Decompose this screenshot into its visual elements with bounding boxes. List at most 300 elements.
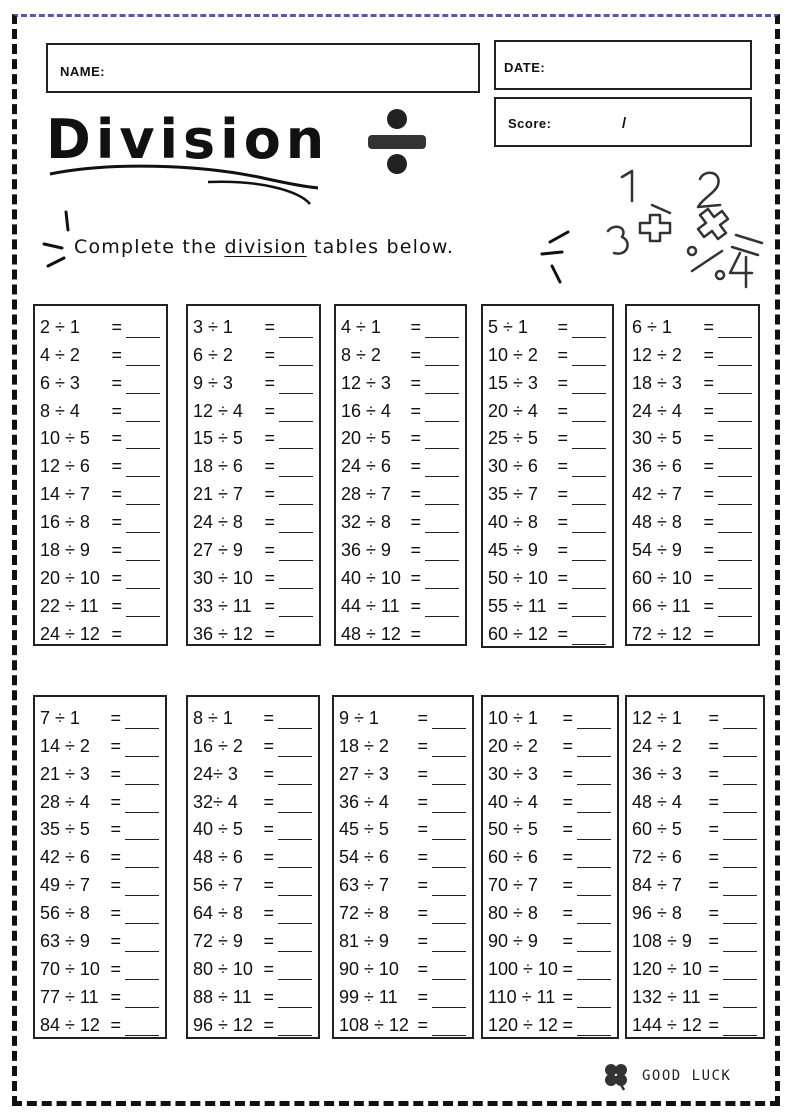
- equals-sign: =: [410, 595, 421, 616]
- answer-blank[interactable]: [279, 487, 313, 505]
- answer-blank[interactable]: [432, 850, 466, 868]
- answer-blank[interactable]: [718, 515, 752, 533]
- problem-row: [488, 896, 617, 924]
- equals-sign: =: [111, 512, 122, 533]
- problem-expression: 24 ÷ 12: [40, 623, 100, 644]
- equals-sign: =: [417, 847, 428, 868]
- answer-blank[interactable]: [278, 934, 312, 952]
- problem-row: [40, 533, 166, 561]
- problem-row: [341, 338, 465, 366]
- equals-sign: =: [410, 484, 421, 505]
- answer-blank[interactable]: [432, 934, 466, 952]
- equals-sign: =: [264, 316, 275, 337]
- problem-row: [193, 868, 318, 896]
- answer-blank[interactable]: [279, 599, 313, 617]
- date-box[interactable]: [494, 40, 752, 90]
- problem-row: [193, 422, 319, 450]
- equals-sign: =: [703, 456, 714, 477]
- name-box[interactable]: [46, 43, 480, 93]
- answer-blank[interactable]: [577, 934, 611, 952]
- problem-expression: 120 ÷ 10: [632, 958, 702, 979]
- date-label: DATE:: [504, 60, 546, 75]
- problem-row: [632, 980, 763, 1008]
- answer-blank[interactable]: [126, 599, 160, 617]
- problem-expression: 36 ÷ 6: [632, 456, 682, 477]
- problem-expression: 110 ÷ 11: [488, 986, 556, 1007]
- answer-blank[interactable]: [723, 990, 757, 1008]
- equals-sign: =: [110, 931, 121, 952]
- equals-sign: =: [562, 819, 573, 840]
- answer-blank[interactable]: [723, 906, 757, 924]
- answer-blank[interactable]: [125, 795, 159, 813]
- answer-blank[interactable]: [126, 459, 160, 477]
- answer-blank[interactable]: [125, 711, 159, 729]
- equals-sign: =: [562, 875, 573, 896]
- answer-blank[interactable]: [572, 459, 606, 477]
- answer-blank[interactable]: [278, 906, 312, 924]
- answer-blank[interactable]: [577, 878, 611, 896]
- answer-blank[interactable]: [425, 543, 459, 561]
- answer-blank[interactable]: [572, 348, 606, 366]
- answer-blank[interactable]: [126, 571, 160, 589]
- problem-row: [488, 757, 617, 785]
- score-box[interactable]: [494, 97, 752, 147]
- problem-row: [488, 701, 617, 729]
- problem-row: [488, 785, 617, 813]
- problem-expression: 88 ÷ 11: [193, 986, 252, 1007]
- problem-expression: 9 ÷ 1: [339, 707, 379, 728]
- problem-expression: 63 ÷ 7: [339, 875, 389, 896]
- answer-blank[interactable]: [577, 795, 611, 813]
- problem-expression: 63 ÷ 9: [40, 931, 90, 952]
- equals-sign: =: [410, 372, 421, 393]
- instruction-before: Complete the: [74, 236, 225, 258]
- problem-expression: 24÷ 3: [193, 763, 238, 784]
- problem-expression: 36 ÷ 12: [193, 623, 253, 644]
- equals-sign: =: [111, 540, 122, 561]
- equals-sign: =: [264, 456, 275, 477]
- answer-blank[interactable]: [577, 1018, 611, 1036]
- equals-sign: =: [417, 903, 428, 924]
- answer-blank[interactable]: [126, 320, 160, 338]
- equals-sign: =: [562, 1014, 573, 1035]
- answer-blank[interactable]: [279, 404, 313, 422]
- answer-blank[interactable]: [432, 962, 466, 980]
- answer-blank[interactable]: [723, 1018, 757, 1036]
- equals-sign: =: [263, 707, 274, 728]
- answer-blank[interactable]: [432, 795, 466, 813]
- problem-expression: 84 ÷ 12: [40, 1014, 100, 1035]
- problem-row: [632, 422, 758, 450]
- answer-blank[interactable]: [723, 795, 757, 813]
- equals-sign: =: [111, 623, 122, 644]
- answer-blank[interactable]: [723, 934, 757, 952]
- equals-sign: =: [703, 512, 714, 533]
- equals-sign: =: [110, 847, 121, 868]
- answer-blank[interactable]: [125, 878, 159, 896]
- answer-blank[interactable]: [425, 459, 459, 477]
- answer-blank[interactable]: [577, 906, 611, 924]
- problem-row: [193, 813, 318, 841]
- answer-blank[interactable]: [432, 990, 466, 1008]
- answer-blank[interactable]: [126, 487, 160, 505]
- problem-row: [632, 589, 758, 617]
- problem-expression: 18 ÷ 6: [193, 456, 243, 477]
- division-table: [625, 695, 765, 1039]
- problem-expression: 18 ÷ 2: [339, 735, 389, 756]
- answer-blank[interactable]: [126, 543, 160, 561]
- problem-expression: 56 ÷ 8: [40, 903, 90, 924]
- answer-blank[interactable]: [718, 376, 752, 394]
- answer-blank[interactable]: [425, 487, 459, 505]
- problem-row: [632, 617, 758, 645]
- equals-sign: =: [557, 512, 568, 533]
- answer-blank[interactable]: [279, 320, 313, 338]
- answer-blank[interactable]: [279, 515, 313, 533]
- problem-row: [40, 952, 165, 980]
- equals-sign: =: [557, 484, 568, 505]
- answer-blank[interactable]: [572, 376, 606, 394]
- answer-blank[interactable]: [278, 850, 312, 868]
- equals-sign: =: [264, 567, 275, 588]
- answer-blank[interactable]: [425, 404, 459, 422]
- answer-blank[interactable]: [425, 571, 459, 589]
- problem-expression: 48 ÷ 8: [632, 512, 682, 533]
- answer-blank[interactable]: [279, 376, 313, 394]
- problem-expression: 4 ÷ 2: [40, 344, 80, 365]
- problem-expression: 66 ÷ 11: [632, 595, 691, 616]
- problem-expression: 6 ÷ 1: [632, 316, 672, 337]
- problem-row: [632, 840, 763, 868]
- problem-row: [40, 785, 165, 813]
- equals-sign: =: [264, 372, 275, 393]
- problem-row: [632, 757, 763, 785]
- equals-sign: =: [417, 791, 428, 812]
- equals-sign: =: [264, 595, 275, 616]
- answer-blank[interactable]: [718, 320, 752, 338]
- answer-blank[interactable]: [718, 487, 752, 505]
- answer-blank[interactable]: [577, 990, 611, 1008]
- answer-blank[interactable]: [125, 990, 159, 1008]
- problem-expression: 6 ÷ 2: [193, 344, 233, 365]
- equals-sign: =: [110, 903, 121, 924]
- equals-sign: =: [562, 791, 573, 812]
- answer-blank[interactable]: [572, 404, 606, 422]
- answer-blank[interactable]: [278, 962, 312, 980]
- answer-blank[interactable]: [572, 627, 606, 645]
- problem-expression: 12 ÷ 2: [632, 344, 682, 365]
- equals-sign: =: [110, 791, 121, 812]
- problem-expression: 10 ÷ 5: [40, 428, 90, 449]
- answer-blank[interactable]: [432, 878, 466, 896]
- problem-expression: 35 ÷ 7: [488, 484, 538, 505]
- problem-row: [632, 813, 763, 841]
- answer-blank[interactable]: [279, 543, 313, 561]
- answer-blank[interactable]: [718, 431, 752, 449]
- problem-expression: 9 ÷ 3: [193, 372, 233, 393]
- problem-row: [193, 338, 319, 366]
- problem-expression: 25 ÷ 5: [488, 428, 538, 449]
- problem-row: [339, 952, 472, 980]
- sparkle-right-icon: [538, 226, 574, 286]
- answer-blank[interactable]: [718, 599, 752, 617]
- problem-expression: 72 ÷ 8: [339, 903, 389, 924]
- answer-blank[interactable]: [278, 767, 312, 785]
- problem-expression: 40 ÷ 5: [193, 819, 243, 840]
- problem-expression: 2 ÷ 1: [40, 316, 80, 337]
- problem-row: [339, 813, 472, 841]
- equals-sign: =: [410, 316, 421, 337]
- equals-sign: =: [703, 372, 714, 393]
- answer-blank[interactable]: [279, 348, 313, 366]
- answer-blank[interactable]: [577, 962, 611, 980]
- division-table: [332, 695, 474, 1039]
- problem-expression: 4 ÷ 1: [341, 316, 381, 337]
- answer-blank[interactable]: [125, 850, 159, 868]
- problem-expression: 108 ÷ 9: [632, 931, 692, 952]
- equals-sign: =: [708, 819, 719, 840]
- problem-row: [193, 840, 318, 868]
- problem-row: [40, 840, 165, 868]
- answer-blank[interactable]: [718, 571, 752, 589]
- answer-blank[interactable]: [572, 571, 606, 589]
- problem-row: [193, 477, 319, 505]
- problem-row: [40, 561, 166, 589]
- answer-blank[interactable]: [577, 739, 611, 757]
- problem-row: [193, 561, 319, 589]
- equals-sign: =: [263, 791, 274, 812]
- equals-sign: =: [703, 623, 714, 644]
- answer-blank[interactable]: [718, 348, 752, 366]
- problem-row: [488, 477, 612, 505]
- answer-blank[interactable]: [425, 599, 459, 617]
- equals-sign: =: [557, 428, 568, 449]
- problem-expression: 42 ÷ 7: [632, 484, 682, 505]
- problem-row: [488, 840, 617, 868]
- equals-sign: =: [562, 958, 573, 979]
- answer-blank[interactable]: [572, 543, 606, 561]
- answer-blank[interactable]: [425, 515, 459, 533]
- problem-expression: 72 ÷ 12: [632, 623, 692, 644]
- answer-blank[interactable]: [425, 627, 459, 645]
- equals-sign: =: [263, 875, 274, 896]
- equals-sign: =: [110, 958, 121, 979]
- problem-row: [632, 701, 763, 729]
- equals-sign: =: [263, 847, 274, 868]
- equals-sign: =: [264, 512, 275, 533]
- problem-expression: 10 ÷ 2: [488, 344, 538, 365]
- answer-blank[interactable]: [126, 627, 160, 645]
- answer-blank[interactable]: [125, 962, 159, 980]
- problem-expression: 20 ÷ 4: [488, 400, 538, 421]
- answer-blank[interactable]: [126, 348, 160, 366]
- answer-blank[interactable]: [279, 571, 313, 589]
- problem-row: [632, 394, 758, 422]
- problem-expression: 60 ÷ 5: [632, 819, 682, 840]
- equals-sign: =: [110, 735, 121, 756]
- problem-expression: 24 ÷ 2: [632, 735, 682, 756]
- problem-row: [193, 701, 318, 729]
- answer-blank[interactable]: [432, 906, 466, 924]
- problem-expression: 24 ÷ 6: [341, 456, 391, 477]
- problem-row: [341, 533, 465, 561]
- answer-blank[interactable]: [125, 934, 159, 952]
- answer-blank[interactable]: [279, 459, 313, 477]
- problem-expression: 96 ÷ 12: [193, 1014, 253, 1035]
- answer-blank[interactable]: [723, 850, 757, 868]
- answer-blank[interactable]: [723, 739, 757, 757]
- answer-blank[interactable]: [577, 767, 611, 785]
- answer-blank[interactable]: [126, 404, 160, 422]
- answer-blank[interactable]: [278, 1018, 312, 1036]
- equals-sign: =: [708, 931, 719, 952]
- answer-blank[interactable]: [278, 822, 312, 840]
- instruction-after: tables below.: [306, 236, 455, 258]
- answer-blank[interactable]: [278, 739, 312, 757]
- equals-sign: =: [557, 372, 568, 393]
- problem-expression: 30 ÷ 5: [632, 428, 682, 449]
- problem-row: [632, 533, 758, 561]
- problem-expression: 132 ÷ 11: [632, 986, 701, 1007]
- answer-blank[interactable]: [125, 1018, 159, 1036]
- answer-blank[interactable]: [718, 459, 752, 477]
- answer-blank[interactable]: [432, 767, 466, 785]
- answer-blank[interactable]: [572, 431, 606, 449]
- problem-expression: 80 ÷ 8: [488, 903, 538, 924]
- answer-blank[interactable]: [279, 627, 313, 645]
- problem-row: [632, 1008, 763, 1036]
- equals-sign: =: [557, 456, 568, 477]
- equals-sign: =: [410, 512, 421, 533]
- equals-sign: =: [111, 372, 122, 393]
- answer-blank[interactable]: [125, 906, 159, 924]
- equals-sign: =: [562, 847, 573, 868]
- equals-sign: =: [263, 903, 274, 924]
- problem-row: [339, 840, 472, 868]
- equals-sign: =: [417, 707, 428, 728]
- equals-sign: =: [111, 428, 122, 449]
- answer-blank[interactable]: [425, 348, 459, 366]
- problem-row: [193, 1008, 318, 1036]
- equals-sign: =: [417, 763, 428, 784]
- answer-blank[interactable]: [718, 404, 752, 422]
- problem-row: [193, 394, 319, 422]
- answer-blank[interactable]: [577, 822, 611, 840]
- answer-blank[interactable]: [126, 515, 160, 533]
- instruction-text: [74, 236, 454, 258]
- answer-blank[interactable]: [572, 515, 606, 533]
- answer-blank[interactable]: [125, 739, 159, 757]
- equals-sign: =: [417, 986, 428, 1007]
- answer-blank[interactable]: [432, 711, 466, 729]
- answer-blank[interactable]: [425, 431, 459, 449]
- equals-sign: =: [410, 400, 421, 421]
- answer-blank[interactable]: [278, 795, 312, 813]
- answer-blank[interactable]: [278, 711, 312, 729]
- equals-sign: =: [708, 735, 719, 756]
- answer-blank[interactable]: [572, 487, 606, 505]
- answer-blank[interactable]: [572, 599, 606, 617]
- problem-expression: 18 ÷ 9: [40, 540, 90, 561]
- problem-row: [193, 310, 319, 338]
- equals-sign: =: [110, 819, 121, 840]
- equals-sign: =: [708, 1014, 719, 1035]
- problem-expression: 64 ÷ 8: [193, 903, 243, 924]
- problem-expression: 22 ÷ 11: [40, 595, 99, 616]
- answer-blank[interactable]: [425, 320, 459, 338]
- answer-blank[interactable]: [723, 767, 757, 785]
- problem-expression: 14 ÷ 2: [40, 735, 90, 756]
- problem-row: [193, 505, 319, 533]
- problem-row: [40, 449, 166, 477]
- division-table: [33, 304, 168, 646]
- answer-blank[interactable]: [278, 990, 312, 1008]
- answer-blank[interactable]: [577, 711, 611, 729]
- problem-row: [193, 366, 319, 394]
- equals-sign: =: [263, 735, 274, 756]
- problem-row: [488, 422, 612, 450]
- problem-row: [40, 757, 165, 785]
- answer-blank[interactable]: [125, 822, 159, 840]
- answer-blank[interactable]: [432, 822, 466, 840]
- answer-blank[interactable]: [125, 767, 159, 785]
- equals-sign: =: [703, 344, 714, 365]
- answer-blank[interactable]: [723, 711, 757, 729]
- equals-sign: =: [703, 540, 714, 561]
- problem-row: [40, 617, 166, 645]
- answer-blank[interactable]: [723, 822, 757, 840]
- answer-blank[interactable]: [126, 431, 160, 449]
- answer-blank[interactable]: [279, 431, 313, 449]
- equals-sign: =: [410, 344, 421, 365]
- answer-blank[interactable]: [577, 850, 611, 868]
- equals-sign: =: [111, 400, 122, 421]
- equals-sign: =: [263, 763, 274, 784]
- problem-row: [488, 589, 612, 617]
- equals-sign: =: [417, 931, 428, 952]
- problem-row: [632, 477, 758, 505]
- answer-blank[interactable]: [278, 878, 312, 896]
- answer-blank[interactable]: [432, 739, 466, 757]
- problem-expression: 18 ÷ 3: [632, 372, 682, 393]
- answer-blank[interactable]: [723, 878, 757, 896]
- answer-blank[interactable]: [126, 376, 160, 394]
- problem-row: [40, 310, 166, 338]
- problem-expression: 16 ÷ 2: [193, 735, 243, 756]
- problem-expression: 30 ÷ 3: [488, 763, 538, 784]
- answer-blank[interactable]: [718, 543, 752, 561]
- problem-row: [193, 449, 319, 477]
- math-symbols-icon: [600, 165, 770, 305]
- problem-expression: 5 ÷ 1: [488, 316, 528, 337]
- problem-expression: 16 ÷ 4: [341, 400, 391, 421]
- problem-expression: 48 ÷ 12: [341, 623, 401, 644]
- problem-row: [40, 896, 165, 924]
- answer-blank[interactable]: [723, 962, 757, 980]
- equals-sign: =: [557, 344, 568, 365]
- problem-row: [632, 561, 758, 589]
- answer-blank[interactable]: [572, 320, 606, 338]
- problem-expression: 8 ÷ 1: [193, 707, 233, 728]
- answer-blank[interactable]: [718, 627, 752, 645]
- problem-row: [488, 505, 612, 533]
- problem-expression: 70 ÷ 10: [40, 958, 100, 979]
- problem-expression: 7 ÷ 1: [40, 707, 80, 728]
- problem-row: [488, 1008, 617, 1036]
- problem-row: [632, 505, 758, 533]
- answer-blank[interactable]: [425, 376, 459, 394]
- answer-blank[interactable]: [432, 1018, 466, 1036]
